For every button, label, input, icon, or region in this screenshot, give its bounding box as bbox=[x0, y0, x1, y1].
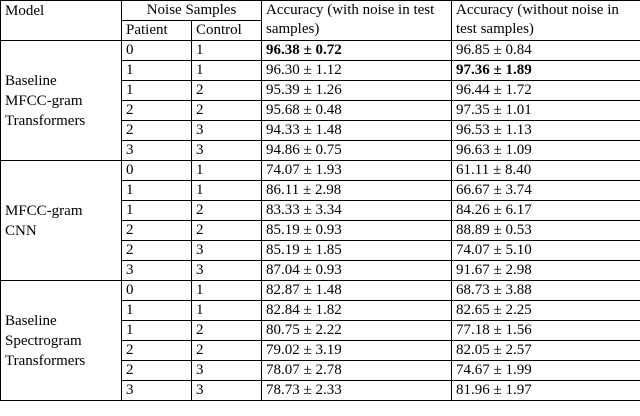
patient-cell: 2 bbox=[122, 361, 192, 381]
patient-cell: 3 bbox=[122, 141, 192, 161]
patient-cell: 1 bbox=[122, 61, 192, 81]
accuracy-with-noise-cell: 94.33 ± 1.48 bbox=[262, 121, 452, 141]
accuracy-without-noise-cell: 96.85 ± 0.84 bbox=[452, 41, 640, 61]
accuracy-with-noise-cell: 87.04 ± 0.93 bbox=[262, 261, 452, 281]
control-cell: 1 bbox=[192, 41, 262, 61]
header-row-1 bbox=[1, 1, 640, 21]
accuracy-without-noise-cell: 96.44 ± 1.72 bbox=[452, 81, 640, 101]
model-name-line: CNN bbox=[5, 222, 37, 239]
patient-cell: 1 bbox=[122, 81, 192, 101]
patient-cell: 2 bbox=[122, 341, 192, 361]
model-name-line: Transformers bbox=[5, 352, 86, 369]
table-row bbox=[1, 161, 640, 181]
accuracy-with-noise-cell: 85.19 ± 0.93 bbox=[262, 221, 452, 241]
patient-cell: 1 bbox=[122, 181, 192, 201]
patient-cell: 0 bbox=[122, 41, 192, 61]
header-model: Model bbox=[1, 1, 122, 41]
control-cell: 1 bbox=[192, 181, 262, 201]
accuracy-without-noise-cell: 74.07 ± 5.10 bbox=[452, 241, 640, 261]
accuracy-without-noise-cell: 82.05 ± 2.57 bbox=[452, 341, 640, 361]
accuracy-with-noise-cell: 83.33 ± 3.34 bbox=[262, 201, 452, 221]
accuracy-with-noise-cell: 80.75 ± 2.22 bbox=[262, 321, 452, 341]
model-name-line: MFCC-gram bbox=[5, 92, 83, 109]
control-cell: 2 bbox=[192, 321, 262, 341]
patient-cell: 2 bbox=[122, 101, 192, 121]
header-accuracy-with-noise: Accuracy (with noise in test samples) bbox=[262, 1, 452, 41]
control-cell: 3 bbox=[192, 241, 262, 261]
accuracy-with-noise-cell: 95.68 ± 0.48 bbox=[262, 101, 452, 121]
control-cell: 1 bbox=[192, 61, 262, 81]
patient-cell: 1 bbox=[122, 321, 192, 341]
accuracy-without-noise-cell: 91.67 ± 2.98 bbox=[452, 261, 640, 281]
header-noise-samples: Noise Samples bbox=[122, 1, 262, 21]
accuracy-with-noise-cell: 94.86 ± 0.75 bbox=[262, 141, 452, 161]
patient-cell: 1 bbox=[122, 301, 192, 321]
header-accuracy-without-noise: Accuracy (without noise in test samples) bbox=[452, 1, 640, 41]
model-name-line: Spectrogram bbox=[5, 332, 82, 349]
control-cell: 1 bbox=[192, 281, 262, 301]
model-name-line: Baseline bbox=[5, 72, 57, 89]
patient-cell: 2 bbox=[122, 121, 192, 141]
accuracy-with-noise-cell: 78.07 ± 2.78 bbox=[262, 361, 452, 381]
accuracy-without-noise-cell: 88.89 ± 0.53 bbox=[452, 221, 640, 241]
header-control: Control bbox=[192, 21, 262, 41]
control-cell: 3 bbox=[192, 141, 262, 161]
control-cell: 3 bbox=[192, 261, 262, 281]
control-cell: 1 bbox=[192, 161, 262, 181]
accuracy-with-noise-cell: 96.38 ± 0.72 bbox=[262, 41, 452, 61]
model-name bbox=[1, 41, 122, 161]
control-cell: 2 bbox=[192, 341, 262, 361]
accuracy-with-noise-cell: 82.87 ± 1.48 bbox=[262, 281, 452, 301]
accuracy-without-noise-cell: 96.53 ± 1.13 bbox=[452, 121, 640, 141]
accuracy-without-noise-cell: 82.65 ± 2.25 bbox=[452, 301, 640, 321]
table-row bbox=[1, 41, 640, 61]
model-name bbox=[1, 161, 122, 281]
accuracy-with-noise-cell: 74.07 ± 1.93 bbox=[262, 161, 452, 181]
accuracy-without-noise-cell: 77.18 ± 1.56 bbox=[452, 321, 640, 341]
model-name-line: Transformers bbox=[5, 112, 86, 129]
accuracy-with-noise-cell: 96.30 ± 1.12 bbox=[262, 61, 452, 81]
patient-cell: 2 bbox=[122, 241, 192, 261]
accuracy-without-noise-cell: 68.73 ± 3.88 bbox=[452, 281, 640, 301]
control-cell: 2 bbox=[192, 81, 262, 101]
patient-cell: 3 bbox=[122, 261, 192, 281]
patient-cell: 0 bbox=[122, 161, 192, 181]
table-body bbox=[1, 41, 640, 401]
accuracy-without-noise-cell: 84.26 ± 6.17 bbox=[452, 201, 640, 221]
control-cell: 2 bbox=[192, 201, 262, 221]
accuracy-with-noise-cell: 85.19 ± 1.85 bbox=[262, 241, 452, 261]
control-cell: 2 bbox=[192, 101, 262, 121]
model-name-line: Baseline bbox=[5, 312, 57, 329]
patient-cell: 0 bbox=[122, 281, 192, 301]
accuracy-without-noise-cell: 61.11 ± 8.40 bbox=[452, 161, 640, 181]
control-cell: 2 bbox=[192, 221, 262, 241]
table-row bbox=[1, 281, 640, 301]
accuracy-without-noise-cell: 97.35 ± 1.01 bbox=[452, 101, 640, 121]
accuracy-with-noise-cell: 82.84 ± 1.82 bbox=[262, 301, 452, 321]
accuracy-without-noise-cell: 97.36 ± 1.89 bbox=[452, 61, 640, 81]
patient-cell: 2 bbox=[122, 221, 192, 241]
control-cell: 1 bbox=[192, 301, 262, 321]
control-cell: 3 bbox=[192, 121, 262, 141]
patient-cell: 1 bbox=[122, 201, 192, 221]
accuracy-with-noise-cell: 79.02 ± 3.19 bbox=[262, 341, 452, 361]
control-cell: 3 bbox=[192, 381, 262, 401]
model-name bbox=[1, 281, 122, 401]
accuracy-with-noise-cell: 78.73 ± 2.33 bbox=[262, 381, 452, 401]
accuracy-without-noise-cell: 66.67 ± 3.74 bbox=[452, 181, 640, 201]
accuracy-without-noise-cell: 96.63 ± 1.09 bbox=[452, 141, 640, 161]
accuracy-without-noise-cell: 81.96 ± 1.97 bbox=[452, 381, 640, 401]
patient-cell: 3 bbox=[122, 381, 192, 401]
accuracy-with-noise-cell: 86.11 ± 2.98 bbox=[262, 181, 452, 201]
accuracy-with-noise-cell: 95.39 ± 1.26 bbox=[262, 81, 452, 101]
accuracy-without-noise-cell: 74.67 ± 1.99 bbox=[452, 361, 640, 381]
header-patient: Patient bbox=[122, 21, 192, 41]
control-cell: 3 bbox=[192, 361, 262, 381]
model-name-line: MFCC-gram bbox=[5, 202, 83, 219]
